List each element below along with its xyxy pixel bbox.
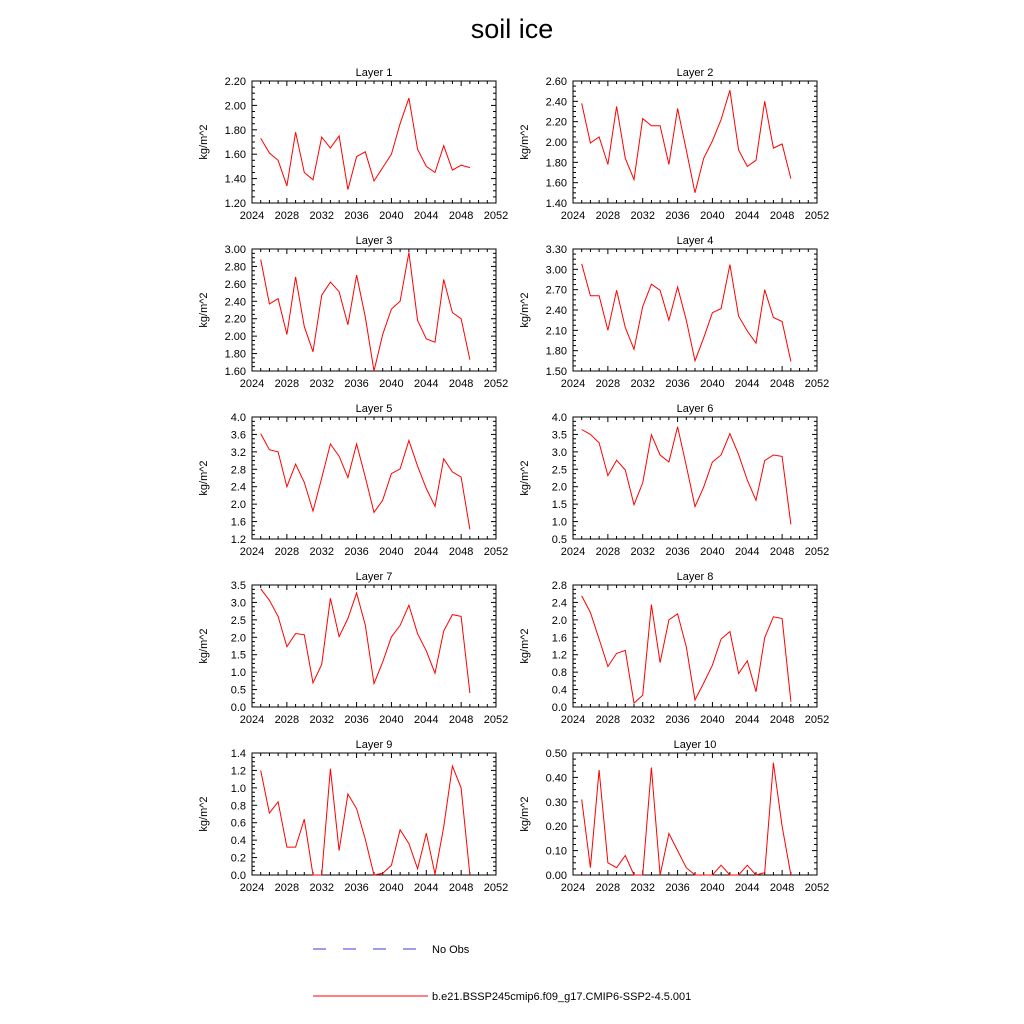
x-tick-label: 2024 (239, 378, 265, 390)
x-tick-label: 2040 (700, 546, 725, 558)
plot-frame (252, 81, 496, 203)
x-tick-label: 2048 (448, 882, 474, 894)
plot-frame (252, 417, 496, 539)
x-tick-label: 2044 (414, 210, 439, 222)
plot-frame (252, 585, 496, 707)
y-tick-label: 2.40 (545, 305, 567, 317)
y-tick-label: 0.4 (230, 835, 246, 848)
y-tick-label: 0.20 (545, 821, 567, 834)
y-tick-label: 1.40 (224, 173, 246, 186)
x-tick-label: 2024 (560, 378, 586, 390)
panel-title: Layer 7 (355, 571, 393, 583)
x-tick-label: 2040 (700, 882, 725, 894)
y-tick-label: 1.60 (224, 366, 246, 378)
y-tick-label: 2.4 (551, 597, 567, 610)
y-tick-label: 1.50 (545, 366, 567, 378)
x-tick-label: 2052 (804, 882, 830, 894)
y-tick-label: 0.0 (230, 870, 246, 882)
y-tick-label: 2.20 (224, 76, 246, 88)
y-tick-label: 3.5 (230, 580, 246, 592)
y-tick-label: 1.40 (545, 198, 567, 210)
chart-panel-7 (198, 571, 508, 726)
y-tick-label: 2.0 (551, 481, 567, 494)
y-tick-label: 2.0 (230, 499, 246, 512)
y-tick-label: 2.5 (230, 614, 246, 627)
x-tick-label: 2052 (483, 546, 509, 558)
x-tick-label: 2036 (665, 546, 690, 558)
panel-title: Layer 2 (676, 67, 714, 79)
x-tick-label: 2028 (274, 882, 300, 894)
y-axis-label: kg/m^2 (519, 796, 531, 832)
y-axis-label: kg/m^2 (519, 292, 531, 328)
y-tick-label: 2.40 (545, 96, 567, 109)
x-tick-label: 2036 (665, 378, 690, 390)
y-axis-label: kg/m^2 (519, 628, 531, 664)
y-tick-label: 2.8 (230, 464, 246, 477)
panel-title: Layer 9 (355, 739, 393, 751)
x-tick-label: 2048 (448, 546, 474, 558)
y-axis-label: kg/m^2 (198, 796, 210, 832)
x-tick-label: 2036 (344, 714, 369, 726)
y-tick-label: 1.5 (230, 649, 246, 662)
x-tick-label: 2040 (700, 210, 725, 222)
x-tick-label: 2040 (700, 714, 725, 726)
x-tick-label: 2044 (414, 882, 439, 894)
panel-title: Layer 5 (355, 403, 393, 415)
x-tick-label: 2044 (735, 714, 760, 726)
x-tick-label: 2024 (239, 714, 265, 726)
y-tick-label: 1.2 (230, 765, 246, 778)
y-tick-label: 2.0 (230, 632, 246, 645)
x-tick-label: 2024 (560, 546, 586, 558)
y-tick-label: 0.8 (230, 800, 246, 813)
chart-panel-5 (198, 403, 508, 558)
x-tick-label: 2032 (630, 546, 655, 558)
plot-frame (252, 249, 496, 371)
page-title: soil ice (470, 14, 554, 44)
y-tick-label: 0.30 (545, 796, 567, 809)
x-tick-label: 2044 (735, 546, 760, 558)
y-tick-label: 3.5 (551, 429, 567, 442)
chart-panel-4 (519, 235, 829, 390)
y-tick-label: 1.2 (230, 534, 246, 546)
panel-title: Layer 10 (673, 739, 717, 751)
series-line (261, 589, 470, 693)
series-line (261, 253, 470, 372)
y-tick-label: 0.50 (545, 748, 567, 760)
y-tick-label: 2.8 (551, 580, 567, 592)
y-tick-label: 3.0 (551, 446, 567, 459)
x-tick-label: 2032 (309, 546, 334, 558)
x-tick-label: 2028 (274, 378, 300, 390)
plot-frame (573, 249, 817, 371)
y-tick-label: 0.10 (545, 845, 567, 858)
x-tick-label: 2024 (560, 882, 586, 894)
x-tick-label: 2036 (665, 210, 690, 222)
x-tick-label: 2052 (804, 210, 830, 222)
chart-panel-2 (519, 67, 829, 222)
x-tick-label: 2032 (630, 378, 655, 390)
y-tick-label: 0.5 (230, 684, 246, 697)
y-axis-label: kg/m^2 (198, 124, 210, 160)
y-tick-label: 1.80 (545, 157, 567, 170)
y-tick-label: 2.0 (551, 614, 567, 627)
panel-title: Layer 6 (676, 403, 714, 415)
x-tick-label: 2040 (700, 378, 725, 390)
x-tick-label: 2036 (665, 714, 690, 726)
x-tick-label: 2044 (414, 714, 439, 726)
x-tick-label: 2024 (560, 210, 586, 222)
x-tick-label: 2052 (804, 714, 830, 726)
x-tick-label: 2028 (595, 210, 621, 222)
y-tick-label: 3.2 (230, 446, 246, 459)
y-tick-label: 1.5 (551, 499, 567, 512)
y-tick-label: 2.4 (230, 481, 246, 494)
series-line (582, 596, 791, 703)
y-tick-label: 2.5 (551, 464, 567, 477)
x-tick-label: 2048 (769, 714, 795, 726)
x-tick-label: 2032 (630, 210, 655, 222)
y-tick-label: 1.80 (224, 348, 246, 361)
y-tick-label: 1.0 (551, 516, 567, 529)
x-tick-label: 2052 (804, 378, 830, 390)
x-tick-label: 2036 (344, 546, 369, 558)
y-tick-label: 1.20 (224, 198, 246, 210)
chart-panel-3 (198, 235, 508, 390)
chart-panel-9 (198, 739, 508, 894)
legend-obs-label: No Obs (432, 944, 470, 956)
y-tick-label: 1.60 (224, 149, 246, 162)
plot-frame (573, 417, 817, 539)
chart-panel-10 (519, 739, 829, 894)
y-tick-label: 2.20 (224, 313, 246, 326)
x-tick-label: 2028 (595, 546, 621, 558)
y-tick-label: 0.4 (551, 684, 567, 697)
x-tick-label: 2036 (344, 378, 369, 390)
x-tick-label: 2044 (414, 546, 439, 558)
x-tick-label: 2028 (595, 882, 621, 894)
x-tick-label: 2028 (274, 546, 300, 558)
x-tick-label: 2048 (448, 210, 474, 222)
y-tick-label: 1.6 (230, 516, 246, 529)
x-tick-label: 2040 (379, 546, 404, 558)
panel-title: Layer 4 (676, 235, 714, 247)
y-tick-label: 3.00 (545, 264, 567, 277)
y-tick-label: 3.0 (230, 597, 246, 610)
x-tick-label: 2052 (483, 714, 509, 726)
y-tick-label: 0.00 (545, 870, 567, 882)
y-tick-label: 2.70 (545, 284, 567, 297)
y-tick-label: 3.30 (545, 244, 567, 256)
y-tick-label: 1.60 (545, 177, 567, 190)
panel-title: Layer 3 (355, 235, 393, 247)
y-tick-label: 3.00 (224, 244, 246, 256)
y-axis-label: kg/m^2 (519, 124, 531, 160)
x-tick-label: 2044 (414, 378, 439, 390)
panel-title: Layer 1 (355, 67, 393, 79)
x-tick-label: 2036 (665, 882, 690, 894)
panel-title: Layer 8 (676, 571, 714, 583)
y-tick-label: 4.0 (551, 412, 567, 424)
series-line (261, 434, 470, 530)
x-tick-label: 2032 (309, 882, 334, 894)
y-tick-label: 2.00 (224, 100, 246, 113)
x-tick-label: 2024 (560, 714, 586, 726)
chart-panel-6 (519, 403, 829, 558)
y-axis-label: kg/m^2 (198, 292, 210, 328)
y-tick-label: 0.40 (545, 772, 567, 785)
y-tick-label: 2.10 (545, 325, 567, 338)
y-tick-label: 4.0 (230, 412, 246, 424)
y-tick-label: 1.80 (545, 345, 567, 358)
y-tick-label: 2.60 (545, 76, 567, 88)
x-tick-label: 2048 (769, 378, 795, 390)
y-tick-label: 3.6 (230, 429, 246, 442)
y-tick-label: 0.0 (551, 702, 567, 714)
x-tick-label: 2028 (274, 210, 300, 222)
x-tick-label: 2052 (483, 210, 509, 222)
x-tick-label: 2040 (379, 210, 404, 222)
series-line (261, 766, 470, 875)
x-tick-label: 2032 (309, 378, 334, 390)
y-tick-label: 2.40 (224, 296, 246, 309)
x-tick-label: 2048 (769, 210, 795, 222)
x-tick-label: 2028 (595, 378, 621, 390)
y-tick-label: 1.4 (230, 748, 246, 760)
chart-panel-8 (519, 571, 829, 726)
plot-frame (252, 753, 496, 875)
series-line (261, 98, 470, 190)
y-tick-label: 0.8 (551, 667, 567, 680)
x-tick-label: 2048 (448, 714, 474, 726)
y-tick-label: 1.0 (230, 667, 246, 680)
y-axis-label: kg/m^2 (519, 460, 531, 496)
x-tick-label: 2032 (630, 882, 655, 894)
x-tick-label: 2040 (379, 378, 404, 390)
x-tick-label: 2028 (274, 714, 300, 726)
y-tick-label: 2.20 (545, 116, 567, 129)
series-line (582, 264, 791, 362)
x-tick-label: 2024 (239, 546, 265, 558)
y-tick-label: 2.80 (224, 261, 246, 274)
y-axis-label: kg/m^2 (198, 628, 210, 664)
x-tick-label: 2036 (344, 882, 369, 894)
y-tick-label: 1.6 (551, 632, 567, 645)
series-line (582, 427, 791, 525)
x-tick-label: 2024 (239, 210, 265, 222)
x-tick-label: 2032 (309, 714, 334, 726)
x-tick-label: 2052 (804, 546, 830, 558)
chart-panel-1 (198, 67, 508, 222)
y-tick-label: 2.00 (224, 331, 246, 344)
x-tick-label: 2044 (735, 882, 760, 894)
x-tick-label: 2028 (595, 714, 621, 726)
y-tick-label: 0.0 (230, 702, 246, 714)
series-line (582, 763, 791, 875)
x-tick-label: 2052 (483, 882, 509, 894)
x-tick-label: 2048 (448, 378, 474, 390)
y-tick-label: 0.2 (230, 852, 246, 865)
y-tick-label: 2.00 (545, 137, 567, 149)
x-tick-label: 2044 (735, 378, 760, 390)
x-tick-label: 2048 (769, 546, 795, 558)
x-tick-label: 2024 (239, 882, 265, 894)
y-axis-label: kg/m^2 (198, 460, 210, 496)
x-tick-label: 2032 (309, 210, 334, 222)
y-tick-label: 0.6 (230, 817, 246, 830)
plot-frame (573, 81, 817, 203)
y-tick-label: 0.5 (551, 534, 567, 546)
series-line (582, 90, 791, 193)
y-tick-label: 2.60 (224, 278, 246, 291)
y-tick-label: 1.0 (230, 782, 246, 795)
x-tick-label: 2032 (630, 714, 655, 726)
x-tick-label: 2048 (769, 882, 795, 894)
y-tick-label: 1.80 (224, 124, 246, 137)
x-tick-label: 2036 (344, 210, 369, 222)
plot-frame (573, 585, 817, 707)
legend-model-label: b.e21.BSSP245cmip6.f09_g17.CMIP6-SSP2-4.5.001 (432, 991, 692, 1003)
x-tick-label: 2052 (483, 378, 509, 390)
y-tick-label: 1.2 (551, 649, 567, 662)
x-tick-label: 2040 (379, 882, 404, 894)
x-tick-label: 2040 (379, 714, 404, 726)
x-tick-label: 2044 (735, 210, 760, 222)
